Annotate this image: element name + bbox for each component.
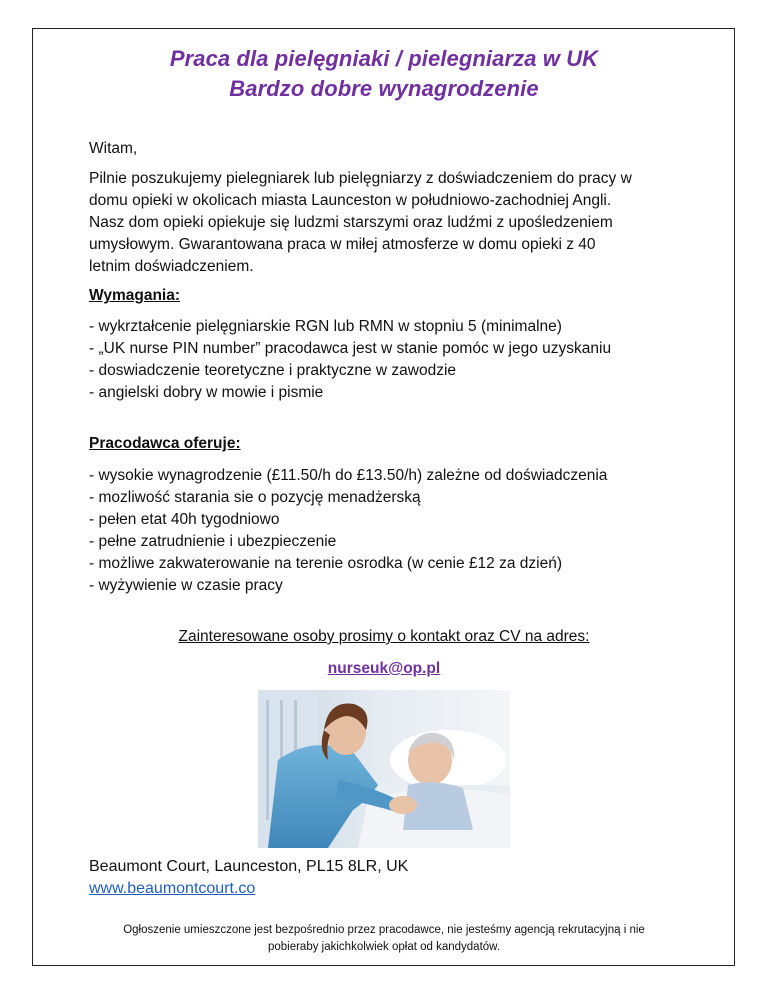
list-item: - „UK nurse PIN number” pracodawca jest w stanie pomóc w jego uzyskaniu — [89, 340, 612, 357]
email-link[interactable]: nurseuk@op.pl — [327, 660, 441, 677]
list-item: - pełne zatrudnienie i ubezpieczenie — [89, 533, 337, 550]
nurse-patient-photo — [258, 690, 510, 848]
intro-line: letnim doświadczeniem. — [89, 258, 254, 275]
greeting: Witam, — [89, 140, 138, 157]
intro-line: umysłowym. Gwarantowana praca w miłej atmosferze w domu opieki z 40 — [89, 236, 596, 253]
list-item: - wysokie wynagrodzenie (£11.50/h do £13.50/h) zależne od doświadczenia — [89, 467, 608, 484]
requirements-list — [89, 316, 611, 404]
intro-line: Pilnie poszukujemy pielegniarek lub pielęgniarzy z doświadczeniem do pracy w — [89, 170, 632, 187]
list-item: - mozliwość starania sie o pozycję menadżerską — [89, 489, 421, 506]
offer-list — [89, 465, 607, 597]
list-item: - możliwe zakwaterowanie na terenie osrodka (w cenie £12 za dzień) — [89, 555, 562, 572]
footer-line: pobieraby jakichkolwiek opłat od kandydatów. — [267, 941, 501, 953]
list-item: - angielski dobry w mowie i pismie — [89, 384, 324, 401]
list-item: - pełen etat 40h tygodniowo — [89, 511, 280, 528]
intro-line: domu opieki w okolicach miasta Launceston w południowo-zachodniej Angli. — [89, 192, 612, 209]
intro-line: Nasz dom opieki opiekuje się ludzmi starszymi oraz ludźmi z upośledzeniem — [89, 214, 613, 231]
footer-disclaimer — [70, 922, 698, 956]
page-subtitle: Bardzo dobre wynagrodzenie — [229, 76, 539, 101]
page-title: Praca dla pielęgniaki / pielegniarza w UK — [169, 46, 599, 71]
website-link[interactable]: www.beaumontcourt.co — [89, 880, 256, 897]
list-item: - wyżywienie w czasie pracy — [89, 577, 283, 594]
list-item: - doswiadczenie teoretyczne i praktyczne w zawodzie — [89, 362, 457, 379]
requirements-heading: Wymagania: — [89, 287, 181, 304]
list-item: - wykrztałcenie pielęgniarskie RGN lub RMN w stopniu 5 (minimalne) — [89, 318, 562, 335]
intro-paragraph — [89, 168, 689, 278]
offer-heading: Pracodawca oferuje: — [89, 435, 241, 452]
address: Beaumont Court, Launceston, PL15 8LR, UK — [89, 858, 409, 875]
contact-instruction: Zainteresowane osoby prosimy o kontakt oraz CV na adres: — [178, 628, 590, 645]
footer-line: Ogłoszenie umieszczone jest bezpośrednio przez pracodawce, nie jesteśmy agencją rekrutacyjną i nie — [123, 924, 645, 936]
